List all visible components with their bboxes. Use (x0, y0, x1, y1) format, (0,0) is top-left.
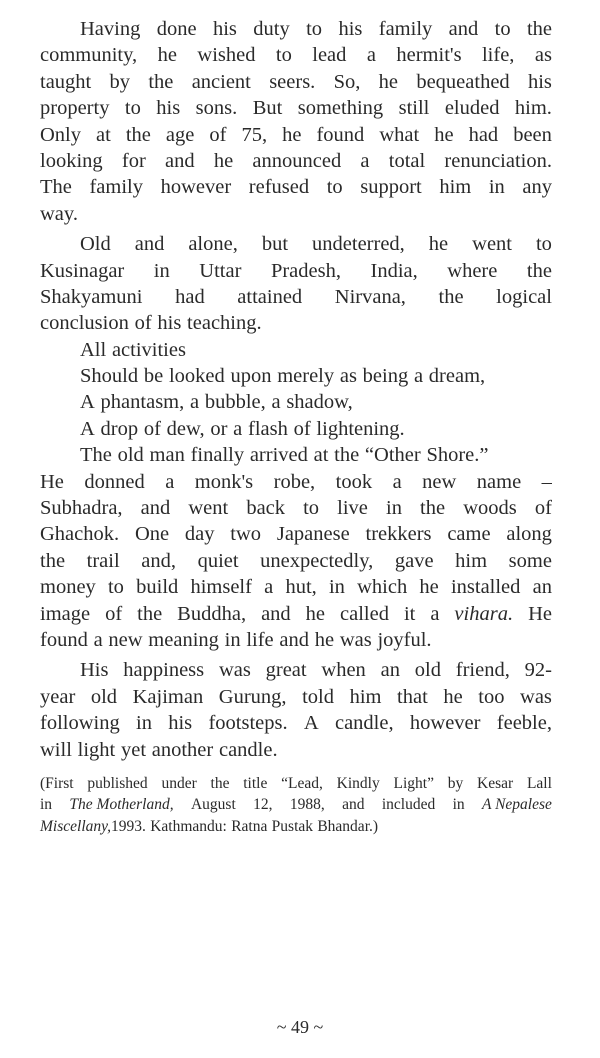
paragraph-1-line: Only at the age of 75, he found what he had been (40, 123, 552, 146)
paragraph-2-line: Old and alone, but undeterred, he went to (80, 233, 552, 256)
paragraph-3-line: Ghachok. One day two Japanese trekkers came along (40, 523, 552, 546)
paragraph-3-line: image of the Buddha, and he called it a vihara. He (40, 601, 552, 627)
paragraph-1-line: The family however refused to support him in any (40, 176, 552, 199)
paragraph-4-line: year old Kajiman Gurung, told him that he too was (40, 685, 552, 708)
italic-term: vihara. (454, 602, 514, 625)
paragraph-3-line: Subhadra, and went back to live in the woods of (40, 497, 552, 520)
paragraph-1-line: way. (40, 202, 78, 225)
paragraph-2-line: Shakyamuni had attained Nirvana, the logical (40, 285, 552, 308)
paragraph-2-line: conclusion of his teaching. (40, 312, 262, 335)
paragraph-1-line: property to his sons. But something still eluded him. (40, 97, 552, 120)
verse-line: All activities (80, 338, 186, 361)
paragraph-1-line: looking for and he announced a total renunciation. (40, 149, 552, 172)
citation-line: (First published under the title “Lead, Kindly Light” by Kesar Lall (40, 774, 552, 792)
paragraph-4-line: following in his footsteps. A candle, however feeble, (40, 712, 552, 735)
paragraph-3-line: The old man finally arrived at the “Other Shore.” (80, 444, 489, 467)
verse-line: A phantasm, a bubble, a shadow, (80, 391, 353, 414)
paragraph-1-line: taught by the ancient seers. So, he bequeathed his (40, 70, 552, 93)
paragraph-3-line: found a new meaning in life and he was joyful. (40, 628, 432, 651)
paragraph-4-line: will light yet another candle. (40, 738, 278, 761)
body-text (40, 16, 552, 837)
paragraph-2-line: Kusinagar in Uttar Pradesh, India, where the (40, 259, 552, 282)
paragraph-3-line: He donned a monk's robe, took a new name – (40, 470, 552, 493)
page-number: ~ 49 ~ (276, 1017, 324, 1037)
paragraph-3-line: the trail and, quiet unexpectedly, gave him some (40, 549, 552, 572)
citation-line: Miscellany, 1993. Kathmandu: Ratna Pustak Bhandar.) (40, 817, 379, 835)
paragraph-1-line: Having done his duty to his family and to the (80, 18, 552, 40)
paragraph-1-line: community, he wished to lead a hermit's life, as (40, 44, 552, 67)
paragraph-3-line: money to build himself a hut, in which he installed an (40, 576, 552, 599)
citation (40, 773, 552, 838)
citation-line: in The Motherland, August 12, 1988, and included in A Nepalese (40, 796, 552, 814)
verse-line: Should be looked upon merely as being a dream, (80, 365, 486, 388)
paragraph-4-line: His happiness was great when an old friend, 92- (80, 659, 552, 682)
verse-line: A drop of dew, or a flash of lightening. (80, 417, 405, 440)
